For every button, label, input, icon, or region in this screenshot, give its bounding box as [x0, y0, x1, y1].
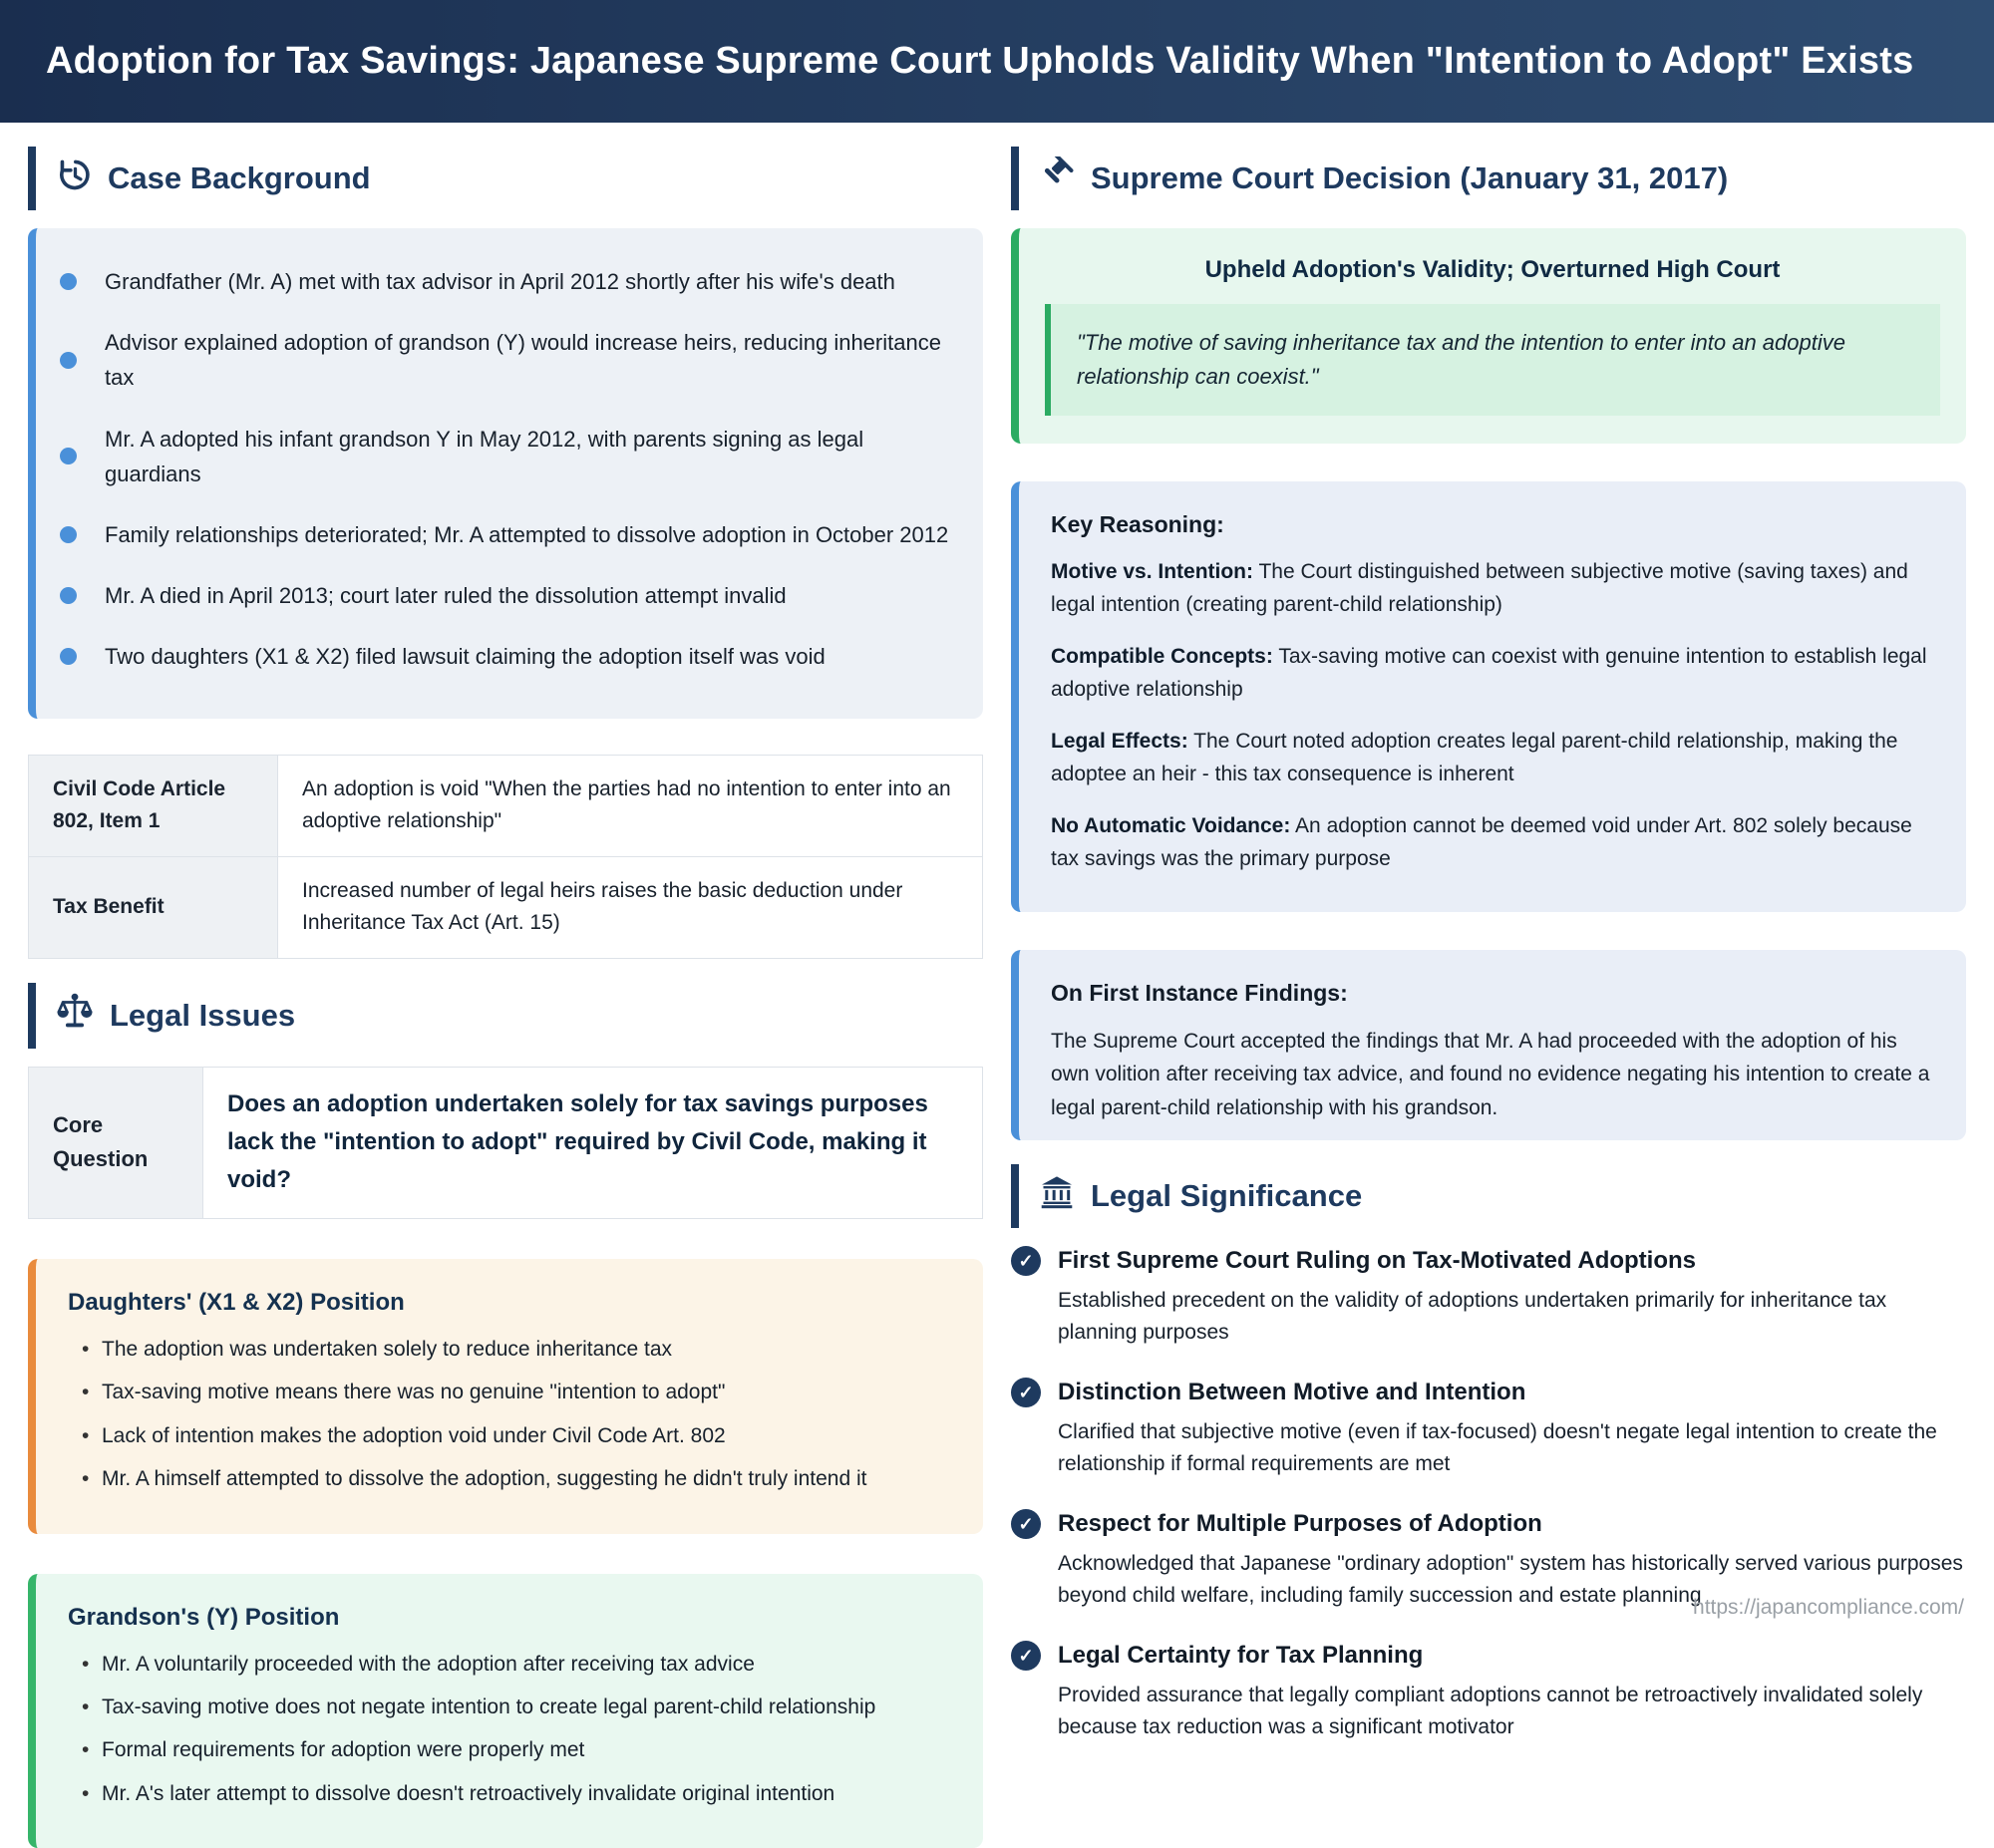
list-item — [60, 639, 951, 674]
reasoning-item-text: The Court distinguished between subjective motive (saving taxes) and legal intention (creating parent-child relationship) — [1051, 560, 1908, 616]
significance-item-head — [1011, 1509, 1966, 1539]
table-row — [29, 755, 983, 856]
significance-item-text: Provided assurance that legally compliant adoptions cannot be retroactively invalidated solely because tax reduction was a significant motivator — [1058, 1684, 1923, 1738]
list-item: • Mr. A's later attempt to dissolve doesn't retroactively invalidate original intention — [76, 1779, 951, 1809]
daughters-position-panel — [28, 1259, 983, 1534]
list-item: • Lack of intention makes the adoption void under Civil Code Art. 802 — [76, 1421, 951, 1451]
bullet-dot-icon — [60, 273, 77, 290]
reasoning-item-text: An adoption cannot be deemed void under Art. 802 solely because tax savings was the primary purpose — [1051, 814, 1912, 871]
legal-significance-list — [1011, 1246, 1966, 1742]
case-bullet-text: Family relationships deteriorated; Mr. A attempted to dissolve adoption in October 2012 — [105, 521, 949, 547]
daughters-position-title: Daughters' (X1 & X2) Position — [68, 1288, 405, 1316]
list-item — [1011, 1641, 1966, 1742]
check-circle-icon: ✓ — [1011, 1641, 1041, 1671]
verdict-quote: "The motive of saving inheritance tax and the intention to enter into an adoptive relationship can coexist." — [1045, 304, 1940, 416]
reasoning-item-label: Compatible Concepts: — [1051, 645, 1273, 669]
list-item: • Tax-saving motive means there was no genuine "intention to adopt" — [76, 1378, 951, 1407]
bullet-dot-icon — [60, 352, 77, 369]
bullet-dot-icon — [60, 526, 77, 543]
bank-icon — [1039, 1174, 1075, 1218]
reasoning-item-text: The Court noted adoption creates legal parent-child relationship, making the adoptee an heir - this tax consequence is inherent — [1051, 730, 1898, 785]
table-row — [29, 1067, 983, 1218]
significance-item-text: Clarified that subjective motive (even if tax-focused) doesn't negate legal intention to create the relationship if formal requirements are met — [1058, 1420, 1937, 1475]
table-row — [29, 856, 983, 958]
reasoning-item — [1051, 726, 1934, 790]
verdict-panel — [1011, 228, 1966, 444]
core-question-text: Does an adoption undertaken solely for tax savings purposes lack the "intention to adopt" required by Civil Code, making it void? — [203, 1067, 983, 1218]
significance-item-head — [1011, 1378, 1966, 1407]
page-header — [0, 0, 1994, 123]
case-bullet-text: Mr. A adopted his infant grandson Y in May 2012, with parents signing as legal guardians — [105, 426, 864, 486]
reasoning-item — [1051, 810, 1934, 875]
case-background-heading — [28, 156, 983, 200]
key-reasoning-title: Key Reasoning: — [1051, 511, 1224, 538]
case-background-panel — [28, 228, 983, 719]
key-reasoning-panel — [1011, 481, 1966, 911]
reasoning-item-label: Motive vs. Intention: — [1051, 560, 1254, 584]
first-instance-text: The Supreme Court accepted the findings that Mr. A had proceeded with the adoption of his own volition after receiving tax advice, and found no evidence negating his intention to create a legal parent-child relationship with his grandson. — [1051, 1029, 1930, 1119]
significance-item-text: Acknowledged that Japanese "ordinary adoption" system has historically served various purposes beyond child welfare, including family succession and estate planning — [1058, 1552, 1963, 1607]
content-columns — [0, 123, 1994, 1848]
verdict-title: Upheld Adoption's Validity; Overturned High Court — [1204, 256, 1781, 283]
reasoning-item-text: Tax-saving motive can coexist with genuine intention to establish legal adoptive relationship — [1051, 645, 1927, 701]
table-row-label: Tax Benefit — [29, 856, 278, 958]
list-item — [1011, 1246, 1966, 1348]
table-row-label: Civil Code Article 802, Item 1 — [29, 755, 278, 856]
gavel-icon — [1039, 156, 1075, 200]
case-bullet-text: Grandfather (Mr. A) met with tax advisor in April 2012 shortly after his wife's death — [105, 269, 895, 294]
list-item — [60, 578, 951, 613]
grandson-position-title: Grandson's (Y) Position — [68, 1603, 340, 1631]
page-title: Adoption for Tax Savings: Japanese Supreme Court Upholds Validity When "Intention to Adopt" Exists — [46, 40, 1914, 82]
table-row-value: Increased number of legal heirs raises the basic deduction under Inheritance Tax Act (Art. 15) — [278, 856, 983, 958]
list-item — [60, 264, 951, 299]
decision-title: Supreme Court Decision (January 31, 2017) — [1091, 160, 1729, 195]
check-circle-icon: ✓ — [1011, 1509, 1041, 1539]
case-background-title: Case Background — [108, 160, 371, 195]
check-circle-icon: ✓ — [1011, 1378, 1041, 1407]
significance-item-title: Respect for Multiple Purposes of Adoption — [1058, 1510, 1542, 1538]
check-circle-icon: ✓ — [1011, 1246, 1041, 1276]
list-item: • Mr. A voluntarily proceeded with the adoption after receiving tax advice — [76, 1650, 951, 1680]
bullet-dot-icon — [60, 648, 77, 665]
case-bullet-text: Mr. A died in April 2013; court later ruled the dissolution attempt invalid — [105, 583, 787, 609]
footer-url: https://japancompliance.com/ — [1693, 1596, 1964, 1619]
left-column — [28, 123, 983, 1848]
table-row-value: An adoption is void "When the parties had no intention to enter into an adoptive relationship" — [278, 755, 983, 856]
bullet-dot-icon — [60, 587, 77, 604]
significance-item-head — [1011, 1641, 1966, 1671]
reasoning-item — [1051, 641, 1934, 706]
list-item — [60, 422, 951, 491]
list-item — [60, 325, 951, 395]
list-item: • Tax-saving motive does not negate intention to create legal parent-child relationship — [76, 1693, 951, 1722]
scales-icon — [56, 993, 94, 1039]
first-instance-panel — [1011, 950, 1966, 1141]
reasoning-item-label: Legal Effects: — [1051, 730, 1188, 754]
case-bullet-text: Two daughters (X1 & X2) filed lawsuit claiming the adoption itself was void — [105, 644, 826, 670]
list-item: • The adoption was undertaken solely to reduce inheritance tax — [76, 1335, 951, 1365]
legal-significance-heading — [1011, 1174, 1966, 1218]
reasoning-item-label: No Automatic Voidance: — [1051, 814, 1291, 838]
right-column — [1011, 123, 1966, 1848]
reasoning-item — [1051, 556, 1934, 621]
significance-item-head — [1011, 1246, 1966, 1276]
decision-heading — [1011, 156, 1966, 200]
list-item: • Mr. A himself attempted to dissolve the adoption, suggesting he didn't truly intend it — [76, 1464, 951, 1494]
significance-item-title: Legal Certainty for Tax Planning — [1058, 1642, 1424, 1670]
legal-issues-heading — [28, 993, 983, 1039]
daughters-position-list — [68, 1335, 951, 1495]
history-icon — [56, 156, 92, 200]
list-item — [60, 517, 951, 552]
list-item — [1011, 1378, 1966, 1479]
grandson-position-list — [68, 1650, 951, 1810]
grandson-position-panel — [28, 1574, 983, 1848]
significance-item-text: Established precedent on the validity of adoptions undertaken primarily for inheritance tax planning purposes — [1058, 1289, 1887, 1344]
list-item: • Formal requirements for adoption were properly met — [76, 1735, 951, 1765]
core-question-table — [28, 1067, 983, 1219]
bullet-dot-icon — [60, 448, 77, 464]
significance-item-title: Distinction Between Motive and Intention — [1058, 1379, 1526, 1406]
civil-code-table — [28, 755, 983, 959]
significance-item-title: First Supreme Court Ruling on Tax-Motivated Adoptions — [1058, 1247, 1696, 1275]
legal-significance-title: Legal Significance — [1091, 1178, 1363, 1214]
legal-issues-title: Legal Issues — [110, 997, 296, 1033]
core-question-label: Core Question — [29, 1067, 203, 1218]
case-bullet-text: Advisor explained adoption of grandson (Y) would increase heirs, reducing inheritance tax — [105, 330, 941, 391]
first-instance-title: On First Instance Findings: — [1051, 979, 1348, 1006]
